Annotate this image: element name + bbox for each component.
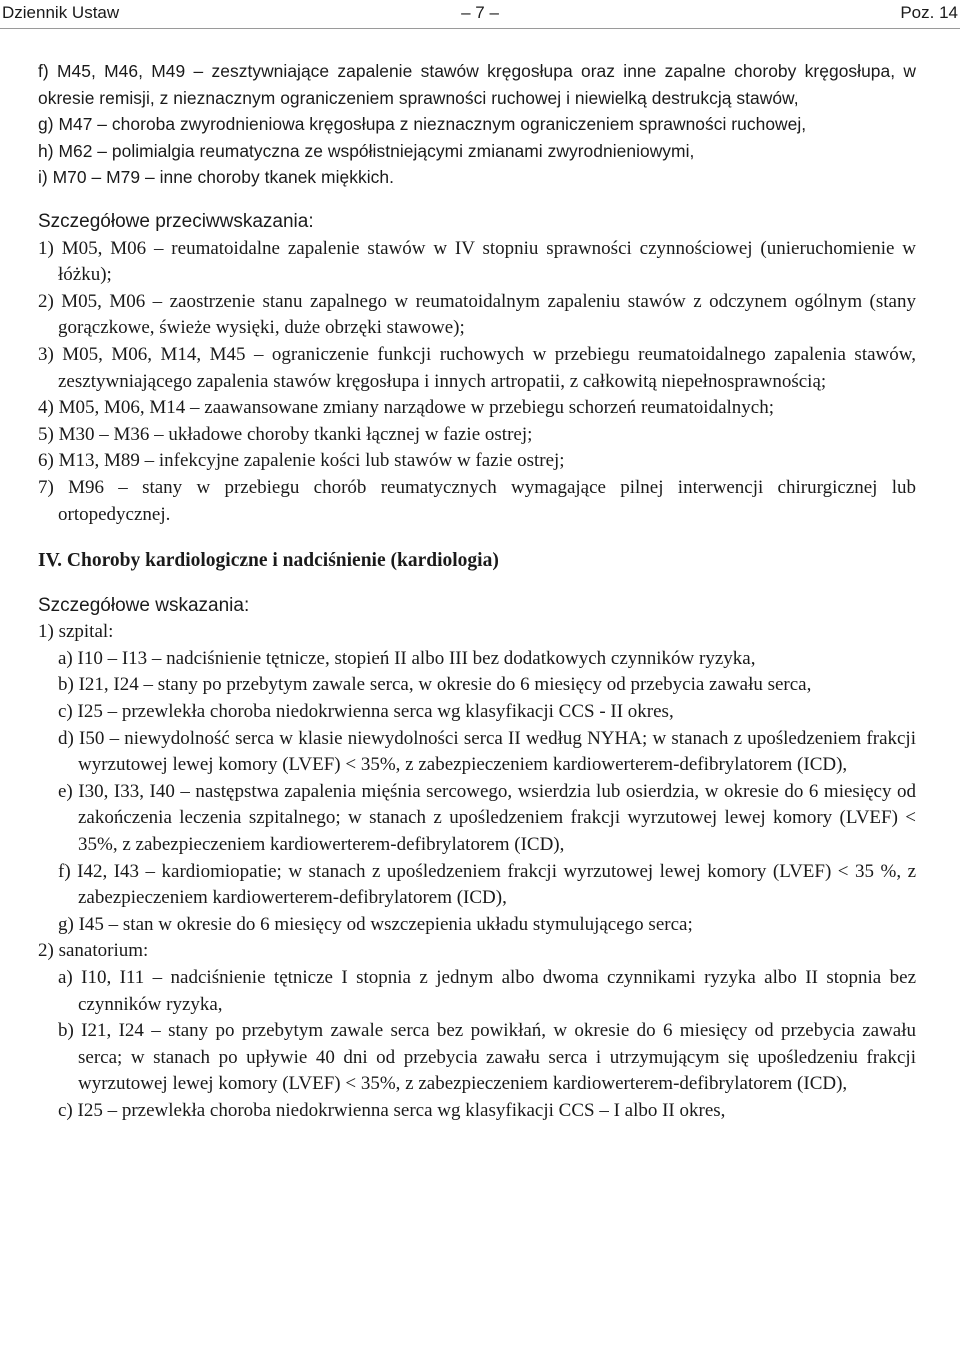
sanatorium-list: [58, 965, 916, 1125]
page-header: [0, 0, 960, 29]
journal-title: Dziennik Ustaw: [2, 3, 120, 22]
rheumatology-indications-continued: [38, 58, 916, 191]
contraindications-heading: Szczegółowe przeciwwskazania:: [38, 210, 314, 232]
list-item: a) I10, I11 – nadciśnienie tętnicze I stopnia z jednym albo dwoma czynnikami ryzyka albo II stopnia bez czynników ryzyka,: [58, 967, 916, 1015]
indications-heading: Szczegółowe wskazania:: [38, 594, 250, 616]
list-item: 2) M05, M06 – zaostrzenie stanu zapalnego w reumatoidalnym zapaleniu stawów z odczynem ogólnym (stany gorączkowe, świeże wysięki, duże obrzęki stawowe);: [38, 290, 916, 339]
list-item: 1) M05, M06 – reumatoidalne zapalenie stawów w IV stopniu sprawności czynnościowej (unieruchomienie w łóżku);: [38, 237, 916, 286]
list-item: b) I21, I24 – stany po przebytym zawale serca, w okresie do 6 miesięcy od przebycia zawału serca,: [58, 674, 812, 696]
list-item: 4) M05, M06, M14 – zaawansowane zmiany narządowe w przebiegu schorzeń reumatoidalnych;: [38, 397, 774, 419]
list-item: 6) M13, M89 – infekcyjne zapalenie kości lub stawów w fazie ostrej;: [38, 450, 565, 472]
list-item: 3) M05, M06, M14, M45 – ograniczenie funkcji ruchowych w przebiegu reumatoidalnego zapalenia stawów, zesztywniającego zapalenia stawów kręgosłupa i innych artropatii, z całkowitą niepełnosprawnością;: [38, 343, 916, 392]
list-item: g) M47 – choroba zwyrodnieniowa kręgosłupa z nieznacznym ograniczeniem sprawności ruchowej,: [38, 114, 807, 135]
list-item: b) I21, I24 – stany po przebytym zawale serca bez powikłań, w okresie do 6 miesięcy od przebycia zawału serca; w stanach po upływie 40 dni od przebycia zawału serca i utrzymującym się upośledzeniu frakcji wyrzutowej lewej komory (LVEF) < 35%, z zabezpieczeniem kardiowerterem-defibrylatorem (ICD),: [58, 1020, 916, 1095]
list-item: c) I25 – przewlekła choroba niedokrwienna serca wg klasyfikacji CCS - II okres,: [58, 701, 674, 723]
page-number: – 7 –: [461, 3, 499, 22]
list-item: g) I45 – stan w okresie do 6 miesięcy od wszczepienia układu stymulującego serca;: [58, 913, 693, 935]
list-item: c) I25 – przewlekła choroba niedokrwienna serca wg klasyfikacji CCS – I albo II okres,: [58, 1099, 726, 1121]
position-number: Poz. 14: [900, 3, 958, 22]
document-body: [38, 58, 916, 1125]
hospital-list: [58, 646, 916, 939]
list-item: 7) M96 – stany w przebiegu chorób reumatycznych wymagające pilnej interwencji chirurgicznej lub ortopedycznej.: [38, 476, 916, 525]
list-item: 5) M30 – M36 – układowe choroby tkanki łącznej w fazie ostrej;: [38, 423, 533, 445]
hospital-label: 1) szpital:: [38, 621, 114, 643]
contraindications-list: [38, 236, 916, 529]
sanatorium-label: 2) sanatorium:: [38, 940, 149, 962]
section-title: IV. Choroby kardiologiczne i nadciśnienie (kardiologia): [38, 550, 499, 572]
list-item: f) M45, M46, M49 – zesztywniające zapalenie stawów kręgosłupa oraz inne zapalne choroby kręgosłupa, w okresie remisji, z nieznacznym ograniczeniem sprawności ruchowej i niewielką destrukcją stawów,: [38, 61, 916, 108]
list-item: h) M62 – polimialgia reumatyczna ze współistniejącymi zmianami zwyrodnieniowymi,: [38, 140, 695, 161]
list-item: d) I50 – niewydolność serca w klasie niewydolności serca II według NYHA; w stanach z upośledzeniem frakcji wyrzutowej lewej komory (LVEF) < 35%, z zabezpieczeniem kardiowerterem-defibrylatorem (ICD),: [58, 727, 916, 776]
list-item: e) I30, I33, I40 – następstwa zapalenia mięśnia sercowego, wsierdzia lub osierdzia, w okresie do 6 miesięcy od zakończenia leczenia szpitalnego; w stanach z upośledzeniem frakcji wyrzutowej lewej komory (LVEF) < 35%, z zabezpieczeniem kardiowerterem-defibrylatorem (ICD),: [58, 780, 916, 856]
list-item: i) M70 – M79 – inne choroby tkanek miękkich.: [38, 167, 394, 188]
list-item: a) I10 – I13 – nadciśnienie tętnicze, stopień II albo III bez dodatkowych czynników ryzyka,: [58, 647, 756, 669]
list-item: f) I42, I43 – kardiomiopatie; w stanach z upośledzeniem frakcji wyrzutowej lewej komory (LVEF) < 35 %, z zabezpieczeniem kardiowerterem-defibrylatorem (ICD),: [58, 860, 916, 909]
